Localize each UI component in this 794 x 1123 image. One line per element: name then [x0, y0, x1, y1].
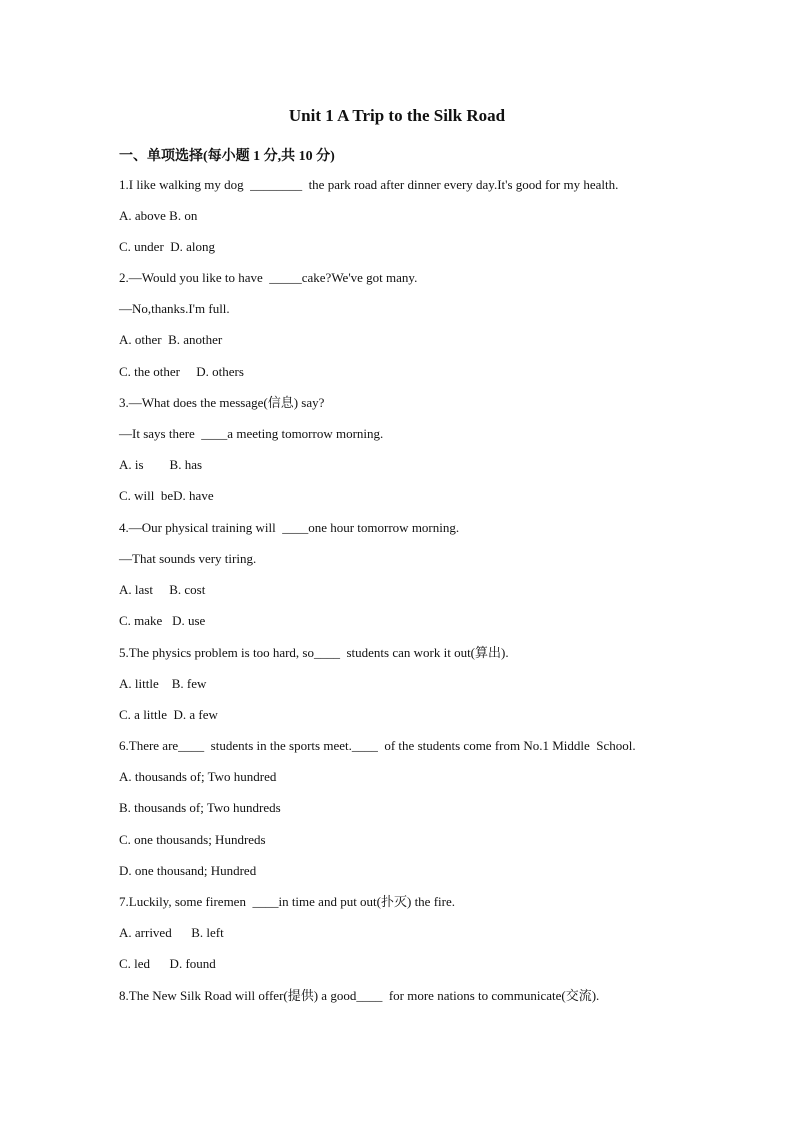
- dialogue-line: —That sounds very tiring.: [119, 551, 257, 566]
- option-line: C. led D. found: [119, 956, 216, 971]
- section-heading: 一、单项选择(每小题 1 分,共 10 分): [119, 149, 335, 164]
- page-title: Unit 1 A Trip to the Silk Road: [288, 106, 506, 125]
- question-line: 6.There are____ students in the sports meet.____ of the students come from No.1 Middle School.: [119, 738, 636, 753]
- option-line: C. make D. use: [119, 613, 206, 628]
- question-line: 1.I like walking my dog ________ the park road after dinner every day.It's good for my health.: [119, 177, 619, 192]
- question-line: 4.—Our physical training will ____one hour tomorrow morning.: [119, 520, 460, 535]
- option-line: A. other B. another: [119, 332, 223, 347]
- option-line: A. arrived B. left: [119, 925, 224, 940]
- question-line: 3.—What does the message(信息) say?: [119, 395, 325, 410]
- option-line: B. thousands of; Two hundreds: [119, 800, 281, 815]
- question-line: 2.—Would you like to have _____cake?We've got many.: [119, 270, 418, 285]
- option-line: C. the other D. others: [119, 364, 244, 379]
- option-line: C. one thousands; Hundreds: [119, 832, 266, 847]
- question-line: 5.The physics problem is too hard, so____ students can work it out(算出).: [119, 645, 509, 660]
- dialogue-line: —It says there ____a meeting tomorrow morning.: [119, 426, 384, 441]
- question-line: 8.The New Silk Road will offer(提供) a good____ for more nations to communicate(交流).: [119, 988, 600, 1003]
- option-line: C. under D. along: [119, 239, 216, 254]
- option-line: A. last B. cost: [119, 582, 206, 597]
- option-line: A. is B. has: [119, 457, 203, 472]
- question-line: 7.Luckily, some firemen ____in time and put out(扑灭) the fire.: [119, 894, 455, 909]
- option-line: C. will beD. have: [119, 488, 214, 503]
- dialogue-line: —No,thanks.I'm full.: [119, 301, 230, 316]
- option-line: A. above B. on: [119, 208, 198, 223]
- option-line: D. one thousand; Hundred: [119, 863, 257, 878]
- option-line: C. a little D. a few: [119, 707, 218, 722]
- option-line: A. thousands of; Two hundred: [119, 769, 277, 784]
- option-line: A. little B. few: [119, 676, 207, 691]
